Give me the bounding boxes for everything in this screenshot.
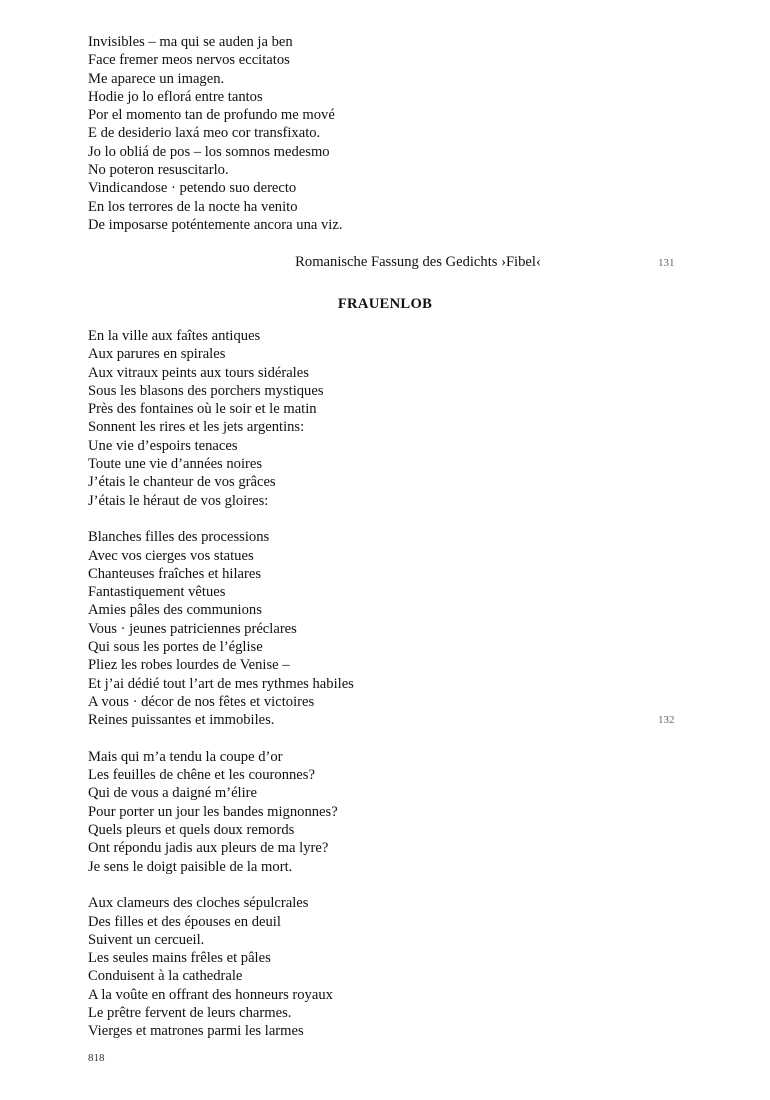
poem-line: Conduisent à la cathedrale [88,968,243,985]
poem-line: A vous · décor de nos fêtes et victoires [88,693,315,710]
poem-line: Vierges et matrones parmi les larmes [88,1023,304,1040]
poem-line: Aux clameurs des cloches sépulcrales [88,895,309,912]
stanza-gap [88,876,648,894]
stanza-2 [88,528,648,729]
poem-line: Des filles et des épouses en deuil [88,913,281,930]
poem-line: Les feuilles de chêne et les couronnes? [88,767,315,784]
poem-line: Sonnent les rires et les jets argentins: [88,419,305,436]
section-subtitle: Romanische Fassung des Gedichts ›Fibel‹ [295,254,541,270]
stanza-gap [88,730,648,748]
stanza-gap [88,510,648,528]
poem-line: Quels pleurs et quels doux remords [88,822,295,839]
poem-line: Les seules mains frêles et pâles [88,950,271,967]
poem-line: Je sens le doigt paisible de la mort. [88,858,293,875]
poem-line: Por el momento tan de profundo me mové [88,107,335,124]
poem-line: A la voûte en offrant des honneurs royaux [88,986,333,1003]
poem-line: Aux parures en spirales [88,346,226,363]
stanza-1 [88,327,648,510]
poem-main-block [88,327,648,1041]
poem-line: Suivent un cercueil. [88,931,205,948]
poem-line: Sous les blasons des porchers mystiques [88,382,324,399]
poem-line: De imposarse poténtemente ancora una viz. [88,216,343,233]
poem-top-block [88,33,648,234]
margin-line-number: 132 [658,714,675,726]
poem-line: No poteron resuscitarlo. [88,162,229,179]
poem-line: Toute une vie d’années noires [88,456,263,473]
poem-line: J’étais le chanteur de vos grâces [88,474,276,491]
margin-line-number: 131 [658,257,675,269]
poem-line: Qui sous les portes de l’église [88,639,263,656]
poem-line: Ont répondu jadis aux pleurs de ma lyre? [88,840,329,857]
poem-line: Et j’ai dédié tout l’art de mes rythmes habiles [88,675,354,692]
poem-line: Amies pâles des communions [88,602,262,619]
poem-line: J’étais le héraut de vos gloires: [88,492,269,509]
poem-line: Aux vitraux peints aux tours sidérales [88,364,309,381]
poem-line: E de desiderio laxá meo cor transfixato. [88,125,321,142]
poem-line: Une vie d’espoirs tenaces [88,437,238,454]
poem-line: Reines puissantes et immobiles. [88,712,275,729]
stanza-4 [88,894,648,1040]
poem-line: Le prêtre fervent de leurs charmes. [88,1004,292,1021]
poem-line: En los terrores de la nocte ha venito [88,198,298,215]
poem-line: Fantastiquement vêtues [88,584,226,601]
poem-line: Mais qui m’a tendu la coupe d’or [88,748,283,765]
poem-line: Jo lo obliá de pos – los somnos medesmo [88,143,330,160]
poem-line: Face fremer meos nervos eccitatos [88,52,290,69]
poem-line: Blanches filles des processions [88,529,270,546]
poem-line: En la ville aux faîtes antiques [88,328,261,344]
poem-line: Chanteuses fraîches et hilares [88,565,262,582]
poem-line: Près des fontaines où le soir et le matin [88,401,317,418]
poem-line: Pour porter un jour les bandes mignonnes? [88,803,338,820]
poem-line: Vindicandose · petendo suo derecto [88,180,297,197]
poem-line: Qui de vous a daigné m’élire [88,785,257,802]
poem-line: Avec vos cierges vos statues [88,547,254,564]
poem-line: Hodie jo lo eflorá entre tantos [88,88,263,105]
poem-line: Vous · jeunes patriciennes préclares [88,620,297,637]
poem-line: Pliez les robes lourdes de Venise – [88,657,290,674]
page-number: 818 [88,1052,105,1064]
poem-line: Invisibles – ma qui se auden ja ben [88,34,293,50]
poem-line: Me aparece un imagen. [88,70,225,87]
poem-title: FRAUENLOB [337,296,433,312]
stanza-3 [88,748,648,876]
